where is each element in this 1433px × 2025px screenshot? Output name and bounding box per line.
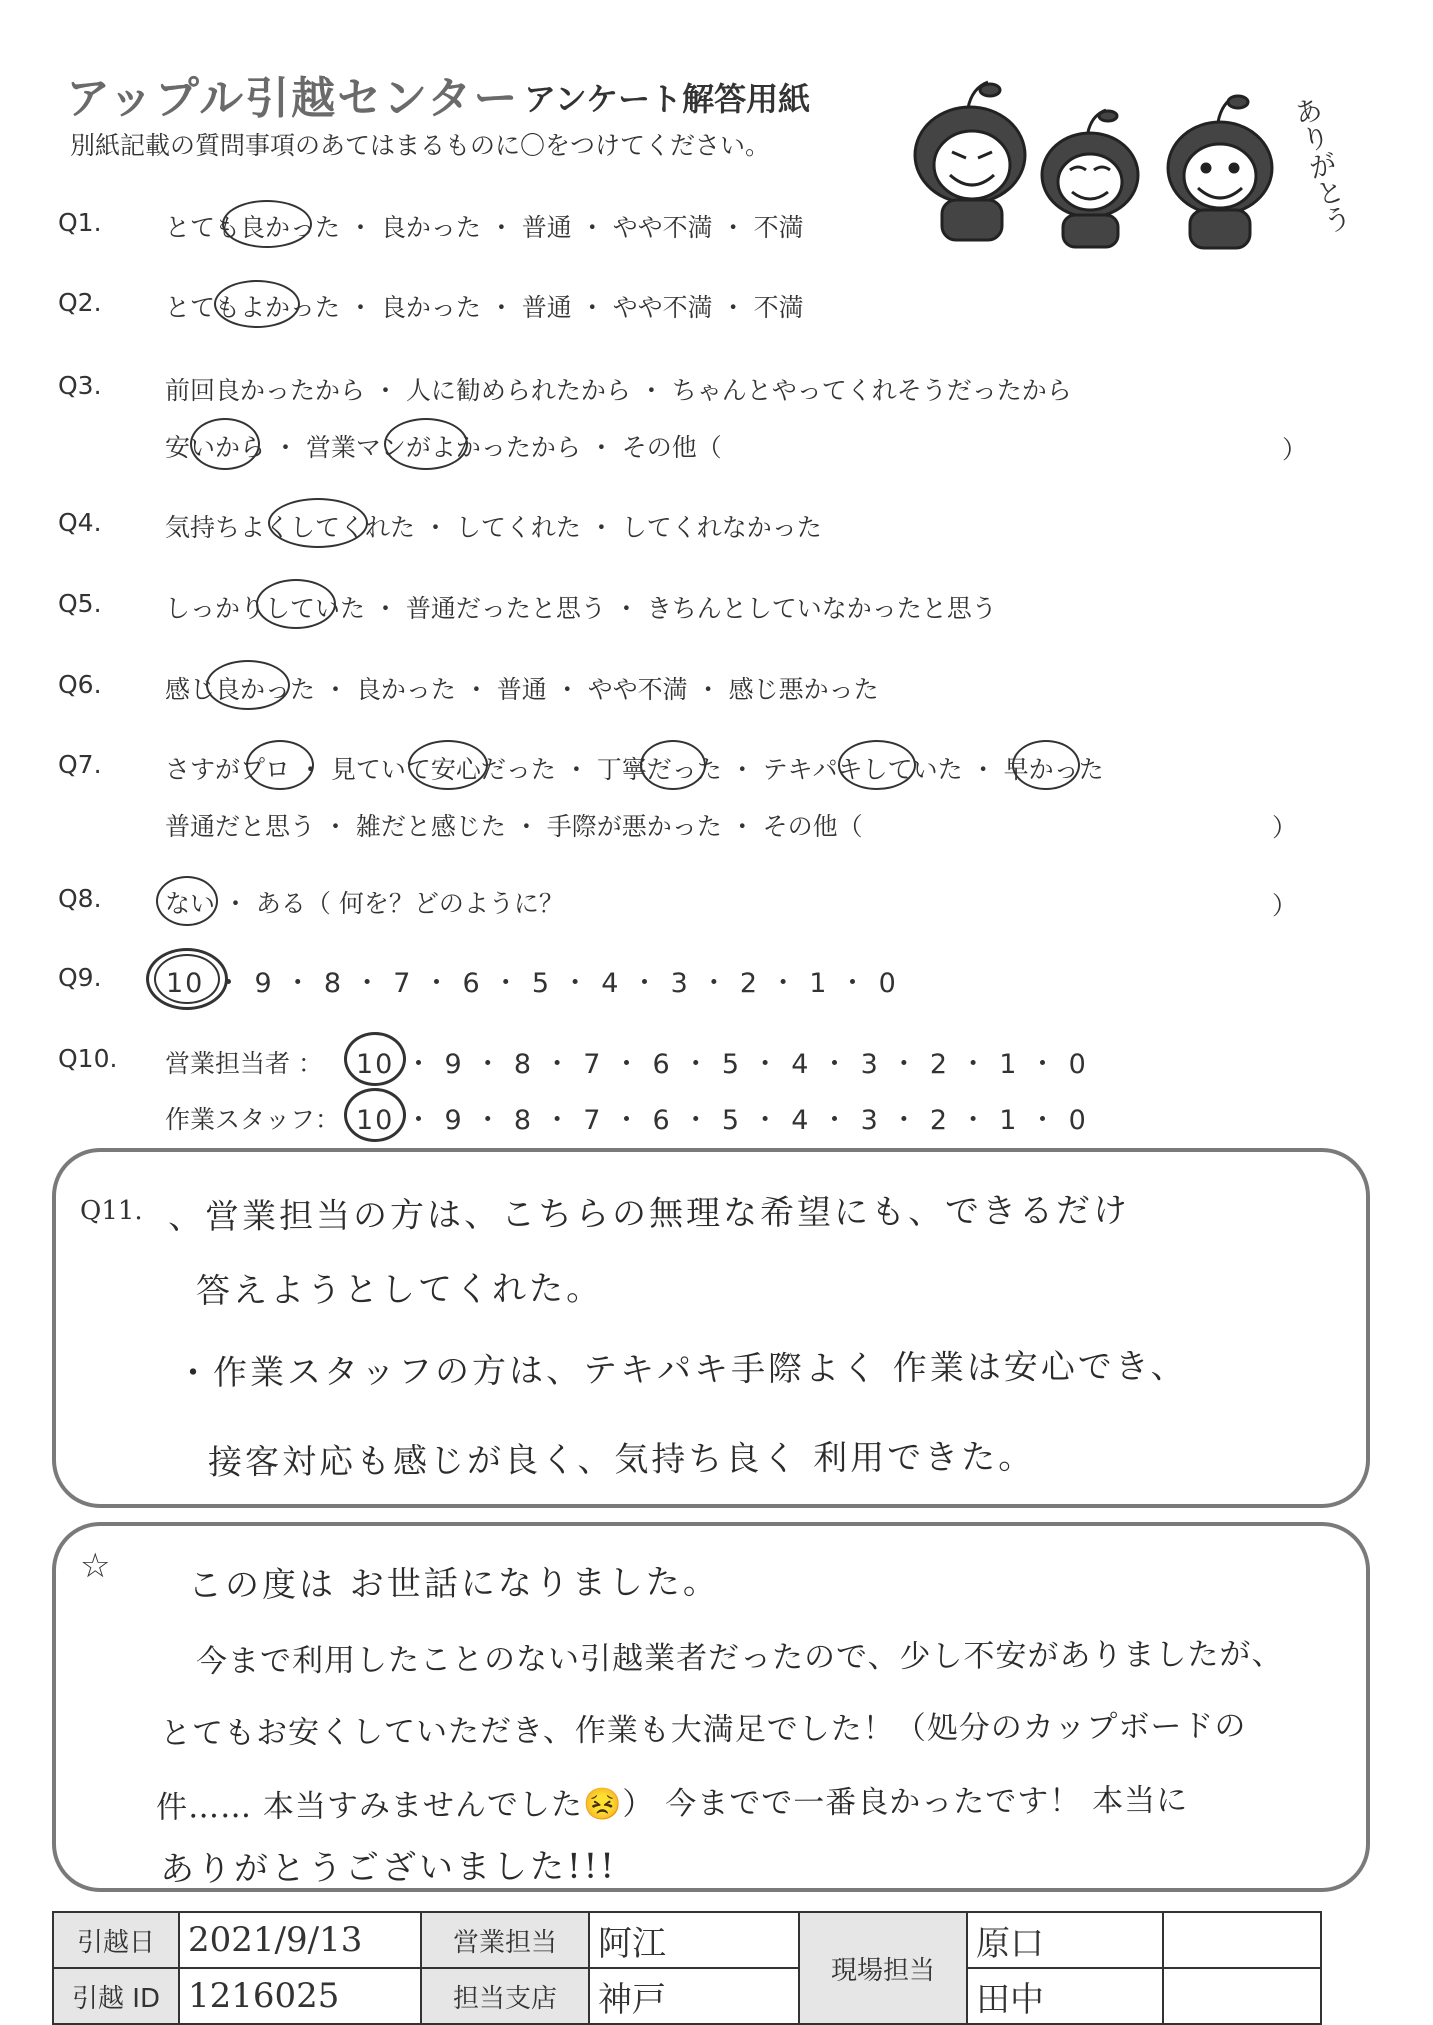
q3-options-line2: 安いから ・ 営業マンがよかったから ・ その他（ — [165, 433, 722, 462]
q5-answer-circle — [256, 579, 336, 629]
form-subtitle: アンケート解答用紙 — [524, 80, 811, 118]
q7-answer-circle-3 — [640, 740, 706, 790]
q10-label: Q10. — [58, 1044, 118, 1073]
q8-label: Q8. — [58, 884, 102, 913]
q9-answer-circle-inner — [154, 954, 220, 1004]
branch-value: 神戸 — [589, 1968, 799, 2024]
q7-answer-circle-2 — [408, 740, 488, 790]
q10-staff-answer-circle — [344, 1088, 406, 1142]
comment-line-2: 今まで利用したことのない引越業者だったので、少し不安がありましたが、 — [195, 1636, 1284, 1680]
star-icon: ☆ — [80, 1546, 111, 1586]
q10-staff-scale: 10 ・ 9 ・ 8 ・ 7 ・ 6 ・ 5 ・ 4 ・ 3 ・ 2 ・ 1 ・ 0 — [356, 1105, 1088, 1136]
q11-label: Q11. — [80, 1196, 143, 1226]
q9-scale: 10 ・ 9 ・ 8 ・ 7 ・ 6 ・ 5 ・ 4 ・ 3 ・ 2 ・ 1 ・ 0 — [166, 968, 898, 999]
q8-answer-circle — [156, 876, 218, 926]
q6-answer-circle — [206, 660, 290, 710]
q11-line-4: 接客対応も感じが良く、気持ち良く 利用できた。 — [207, 1437, 1036, 1483]
branch-label: 担当支店 — [421, 1968, 589, 2024]
comment-line-4: 件…… 本当すみませんでした😣） 今までで一番良かったです！ 本当に — [155, 1782, 1189, 1826]
site-staff-value-1: 原口 — [967, 1912, 1163, 1968]
q3-answer-circle-1 — [190, 418, 260, 470]
q2-answer-circle — [214, 280, 300, 328]
move-id-label: 引越 ID — [53, 1968, 179, 2024]
blank-cell-2 — [1163, 1968, 1321, 2024]
q3-answer-circle-2 — [384, 418, 468, 470]
q11-line-1: 、営業担当の方は、こちらの無理な希望にも、できるだけ — [167, 1190, 1131, 1238]
q7-answer-circle-1 — [246, 740, 314, 790]
comment-line-5: ありがとうございました!!! — [159, 1846, 618, 1890]
mascot-illustration — [880, 70, 1350, 250]
thanks-text: ありがとう — [1287, 93, 1356, 237]
q6-options: 感じ良かった ・ 良かった ・ 普通 ・ やや不満 ・ 感じ悪かった — [165, 675, 879, 704]
q7-options-line1: さすがプロ ・ 見ていて安心だった ・ 丁寧だった ・ テキパキしていた ・ 早かった — [165, 755, 1104, 784]
site-staff-value-2: 田中 — [967, 1968, 1163, 2024]
q1-options: とても良かった ・ 良かった ・ 普通 ・ やや不満 ・ 不満 — [165, 213, 804, 242]
q7-label: Q7. — [58, 750, 102, 779]
q11-line-2: 答えようとしてくれた。 — [195, 1268, 604, 1312]
comment-line-3: とてもお安くしていただき、作業も大満足でした！（処分のカップボードの — [159, 1708, 1247, 1752]
q4-answer-circle — [268, 498, 368, 548]
q7-answer-circle-4 — [838, 740, 916, 790]
q9-label: Q9. — [58, 963, 102, 992]
q3-label: Q3. — [58, 371, 102, 400]
q7-answer-circle-5 — [1012, 740, 1080, 790]
q7-options-line2: 普通だと思う ・ 雑だと感じた ・ 手際が悪かった ・ その他（ — [165, 812, 863, 841]
q10-sales-scale: 10 ・ 9 ・ 8 ・ 7 ・ 6 ・ 5 ・ 4 ・ 3 ・ 2 ・ 1 ・ 0 — [356, 1049, 1088, 1080]
move-id-value: 1216025 — [179, 1968, 421, 2024]
q5-label: Q5. — [58, 589, 102, 618]
company-title: アップル引越センター — [66, 73, 520, 124]
q10-sales-label: 営業担当者 ： — [165, 1049, 323, 1078]
move-info-table — [52, 1911, 1322, 2025]
q1-answer-circle — [222, 200, 312, 248]
site-staff-label: 現場担当 — [799, 1912, 967, 2024]
q5-options: しっかりしていた ・ 普通だったと思う ・ きちんとしていなかったと思う — [165, 594, 997, 623]
sales-value: 阿江 — [589, 1912, 799, 1968]
comment-line-1: この度は お世話になりました。 — [187, 1562, 720, 1606]
q1-label: Q1. — [58, 208, 102, 237]
q8-options: ない ・ ある（ 何を？どのように？ — [165, 889, 564, 918]
q4-label: Q4. — [58, 508, 102, 537]
q10-staff-label: 作業スタッフ： — [165, 1105, 341, 1134]
move-date-value: 2021/9/13 — [179, 1912, 421, 1968]
q3-close-paren: ） — [1282, 435, 1308, 464]
q7-close-paren: ） — [1272, 813, 1298, 842]
q4-options: 気持ちよくしてくれた ・ してくれた ・ してくれなかった — [165, 513, 822, 542]
q10-sales-answer-circle — [344, 1032, 406, 1086]
q8-close-paren: ） — [1272, 891, 1298, 920]
q11-line-3: ・作業スタッフの方は、テキパキ手際よく 作業は安心でき、 — [175, 1346, 1188, 1394]
q2-options: とてもよかった ・ 良かった ・ 普通 ・ やや不満 ・ 不満 — [165, 293, 804, 322]
sales-label: 営業担当 — [421, 1912, 589, 1968]
q2-label: Q2. — [58, 288, 102, 317]
q6-label: Q6. — [58, 670, 102, 699]
q3-options-line1: 前回良かったから ・ 人に勧められたから ・ ちゃんとやってくれそうだったから — [165, 376, 1072, 405]
blank-cell-1 — [1163, 1912, 1321, 1968]
move-date-label: 引越日 — [53, 1912, 179, 1968]
instruction-text: 別紙記載の質問事項のあてはまるものに〇をつけてください。 — [70, 131, 771, 160]
